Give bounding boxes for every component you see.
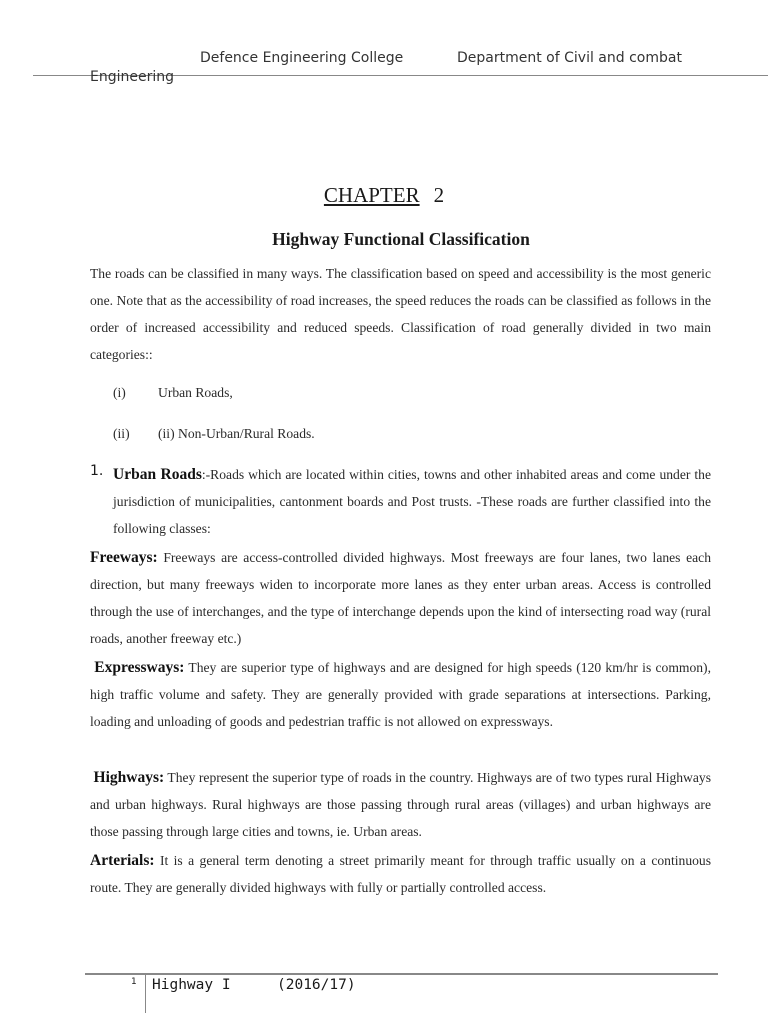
expressways-paragraph	[90, 654, 711, 735]
footer-course: Highway I	[152, 977, 231, 993]
highways-term: Highways:	[93, 769, 165, 786]
arterials-term: Arterials:	[90, 852, 155, 869]
arterials-paragraph	[90, 847, 711, 901]
category-text-1: Urban Roads,	[158, 385, 233, 400]
category-mark-1: (i)	[113, 385, 126, 400]
category-mark-2: (ii)	[113, 426, 130, 441]
chapter-subtitle: Highway Functional Classification	[272, 229, 530, 249]
freeways-paragraph	[90, 544, 711, 652]
intro-paragraph: The roads can be classified in many ways. The classification based on speed and accessibility is the most generic one. Note that as the accessibility of road increases, the speed reduces the roads can be classified as follows in the order of increased accessibility and reduced speeds. Classification of road generally divided in two main categories::	[90, 266, 711, 362]
header-college: Defence Engineering College	[200, 50, 404, 66]
expressways-text: They are superior type of highways and are designed for high speeds (120 km/hr is common), high traffic volume and safety. They are generally provided with grade separations at intersections. Parking, loading and unloading of goods and pedestrian traffic is not allowed on expressways.	[90, 660, 711, 729]
footer-rule	[85, 973, 718, 975]
header-department-cont: Engineering	[90, 69, 174, 85]
footer-year: (2016/17)	[277, 977, 356, 993]
arterials-text: It is a general term denoting a street primarily meant for through traffic usually on a continuous route. They are generally divided highways with fully or partially controlled access.	[90, 853, 711, 895]
freeways-term: Freeways:	[90, 549, 158, 566]
header-department: Department of Civil and combat	[457, 50, 682, 66]
footer-divider	[145, 973, 146, 1013]
highways-paragraph	[90, 764, 711, 845]
freeways-text: Freeways are access-controlled divided highways. Most freeways are four lanes, two lanes each direction, but many freeways widen to incorporate more lanes as they enter urban areas. Access is controlled through the use of interchanges, and the type of interchange depends upon the kind of intersecting road way (rural roads, another freeway etc.)	[90, 550, 711, 646]
chapter-heading	[0, 183, 768, 208]
urban-roads-term: Urban Roads	[113, 466, 202, 483]
section-number: 1.	[90, 463, 104, 479]
chapter-number: 2	[433, 183, 445, 207]
chapter-word: CHAPTER	[323, 183, 420, 207]
category-text-2: (ii) Non-Urban/Rural Roads.	[158, 426, 315, 441]
urban-roads-text: :-Roads which are located within cities, towns and other inhabited areas and come under the jurisdiction of municipalities, cantonment boards and Post trusts. -These roads are further classified into the following classes:	[113, 467, 711, 536]
urban-roads-paragraph	[113, 461, 711, 542]
expressways-term: Expressways:	[94, 659, 185, 676]
footer-page-number: 1	[131, 977, 137, 987]
highways-text: They represent the superior type of roads in the country. Highways are of two types rural Highways and urban highways. Rural highways are those passing through rural areas (villages) and urban highways are those passing through large cities and towns, ie. Urban areas.	[90, 770, 711, 839]
